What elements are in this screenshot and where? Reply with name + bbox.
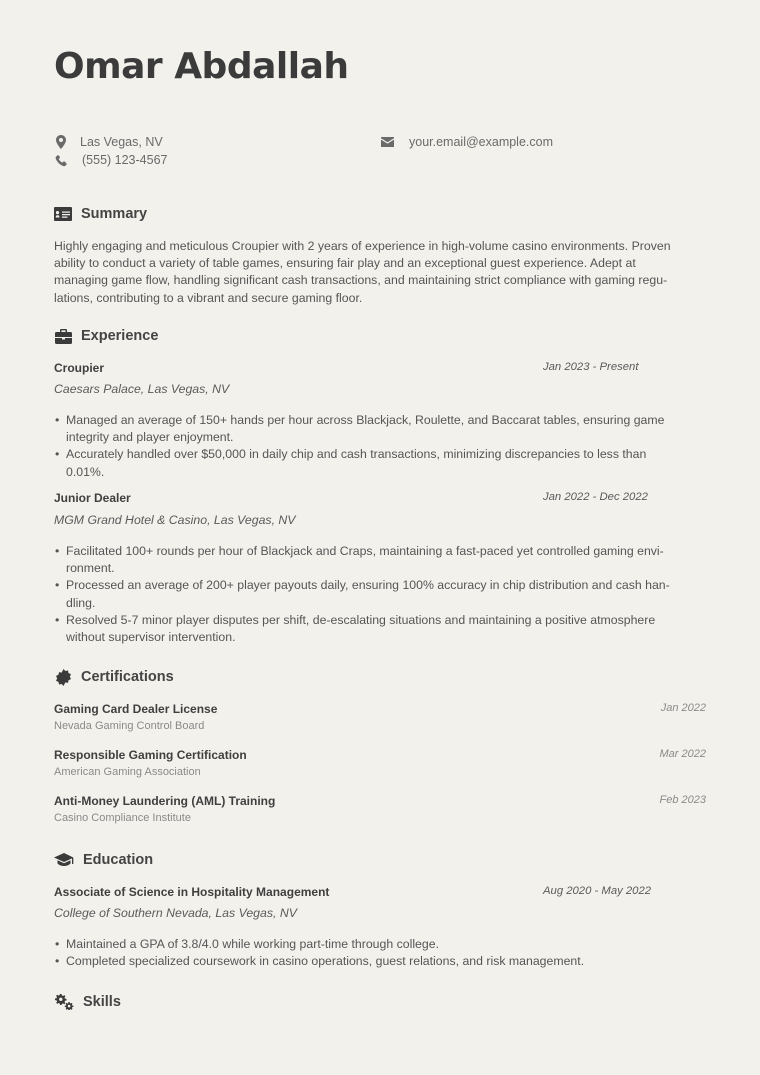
list-item (54, 412, 706, 446)
summary-text (54, 238, 706, 307)
job-title: Croupier (54, 361, 105, 375)
education-heading (54, 851, 153, 869)
candidate-name: Omar Abdallah (54, 46, 349, 87)
bullet-line: 0.01%. (66, 464, 105, 479)
list-item (54, 577, 706, 611)
id-card-icon (54, 205, 72, 223)
list-item (54, 543, 706, 577)
contact-location (54, 135, 163, 149)
bullet-line: Resolved 5-7 minor player disputes per shift, de-escalating situations and maintaining a positive atmosphere (66, 612, 656, 627)
job-title: Junior Dealer (54, 491, 131, 505)
job-bullets (54, 412, 706, 481)
summary-heading (54, 205, 147, 223)
job-bullets (54, 543, 706, 646)
summary-line: ability to conduct a variety of table games, ensuring fair play and an exceptional guest experience. Adept at (54, 256, 636, 271)
job-employer: MGM Grand Hotel & Casino, Las Vegas, NV (54, 513, 296, 527)
job-employer: Caesars Palace, Las Vegas, NV (54, 382, 230, 396)
email-text[interactable]: your.email@example.com (409, 135, 553, 149)
envelope-icon (380, 135, 394, 149)
bullet-line: Completed specialized coursework in casino operations, guest relations, and risk management. (66, 954, 585, 969)
certification-date: Feb 2023 (659, 794, 706, 806)
summary-line: Highly engaging and meticulous Croupier with 2 years of experience in high-volume casino environments. Proven (54, 239, 671, 253)
gears-icon (54, 993, 74, 1011)
summary-line: managing game flow, handling significant cash transactions, and maintaining strict compliance with gaming regu- (54, 273, 668, 288)
phone-text: (555) 123-4567 (82, 153, 168, 167)
skills-heading (54, 993, 121, 1011)
bullet-line: integrity and player enjoyment. (66, 430, 234, 445)
bullet-line: without supervisor intervention. (66, 630, 236, 645)
experience-heading (54, 327, 158, 345)
certification-title: Responsible Gaming Certification (54, 748, 247, 762)
location-text: Las Vegas, NV (80, 135, 163, 149)
map-marker-icon (54, 135, 68, 149)
education-date: Aug 2020 - May 2022 (543, 885, 652, 897)
certifications-heading-text: Certifications (81, 669, 174, 685)
experience-heading-text: Experience (81, 328, 159, 344)
bullet-line: Accurately handled over $50,000 in daily chip and cash transactions, minimizing discrepancies to less than (66, 447, 647, 462)
certification-title: Anti-Money Laundering (AML) Training (54, 794, 276, 808)
graduation-cap-icon (54, 851, 74, 869)
certification-date: Mar 2022 (659, 748, 706, 760)
bullet-line: ronment. (66, 561, 115, 576)
skills-heading-text: Skills (83, 994, 121, 1010)
bullet-line: Managed an average of 150+ hands per hour across Blackjack, Roulette, and Baccarat tables, ensuring game (66, 413, 665, 427)
certification-title: Gaming Card Dealer License (54, 702, 218, 716)
job-date: Jan 2022 - Dec 2022 (543, 491, 648, 503)
job-date: Jan 2023 - Present (543, 361, 639, 373)
certification-issuer: Casino Compliance Institute (54, 812, 191, 824)
list-item (54, 612, 706, 646)
certifications-heading (54, 668, 174, 686)
certification-date: Jan 2022 (660, 702, 706, 714)
certification-issuer: American Gaming Association (54, 766, 201, 778)
briefcase-icon (54, 327, 72, 345)
bullet-line: Processed an average of 200+ player payouts daily, ensuring 100% accuracy in chip distribution and cash han- (66, 578, 670, 593)
contact-phone (54, 153, 167, 167)
contact-email (380, 135, 553, 149)
list-item (54, 953, 706, 970)
list-item (54, 446, 706, 480)
bullet-line: dling. (66, 595, 96, 610)
phone-icon (54, 153, 68, 167)
bullet-line: Facilitated 100+ rounds per hour of Blackjack and Craps, maintaining a fast-paced yet controlled gaming envi- (66, 544, 664, 558)
certification-issuer: Nevada Gaming Control Board (54, 720, 205, 732)
summary-heading-text: Summary (81, 206, 148, 222)
certificate-icon (54, 668, 72, 686)
bullet-line: Maintained a GPA of 3.8/4.0 while working part-time through college. (66, 937, 439, 951)
list-item (54, 936, 706, 953)
education-bullets (54, 936, 706, 970)
degree-title: Associate of Science in Hospitality Management (54, 885, 330, 899)
education-heading-text: Education (83, 852, 154, 868)
school-name: College of Southern Nevada, Las Vegas, NV (54, 906, 297, 920)
summary-line: lations, contributing to a vibrant and secure gaming floor. (54, 290, 363, 305)
